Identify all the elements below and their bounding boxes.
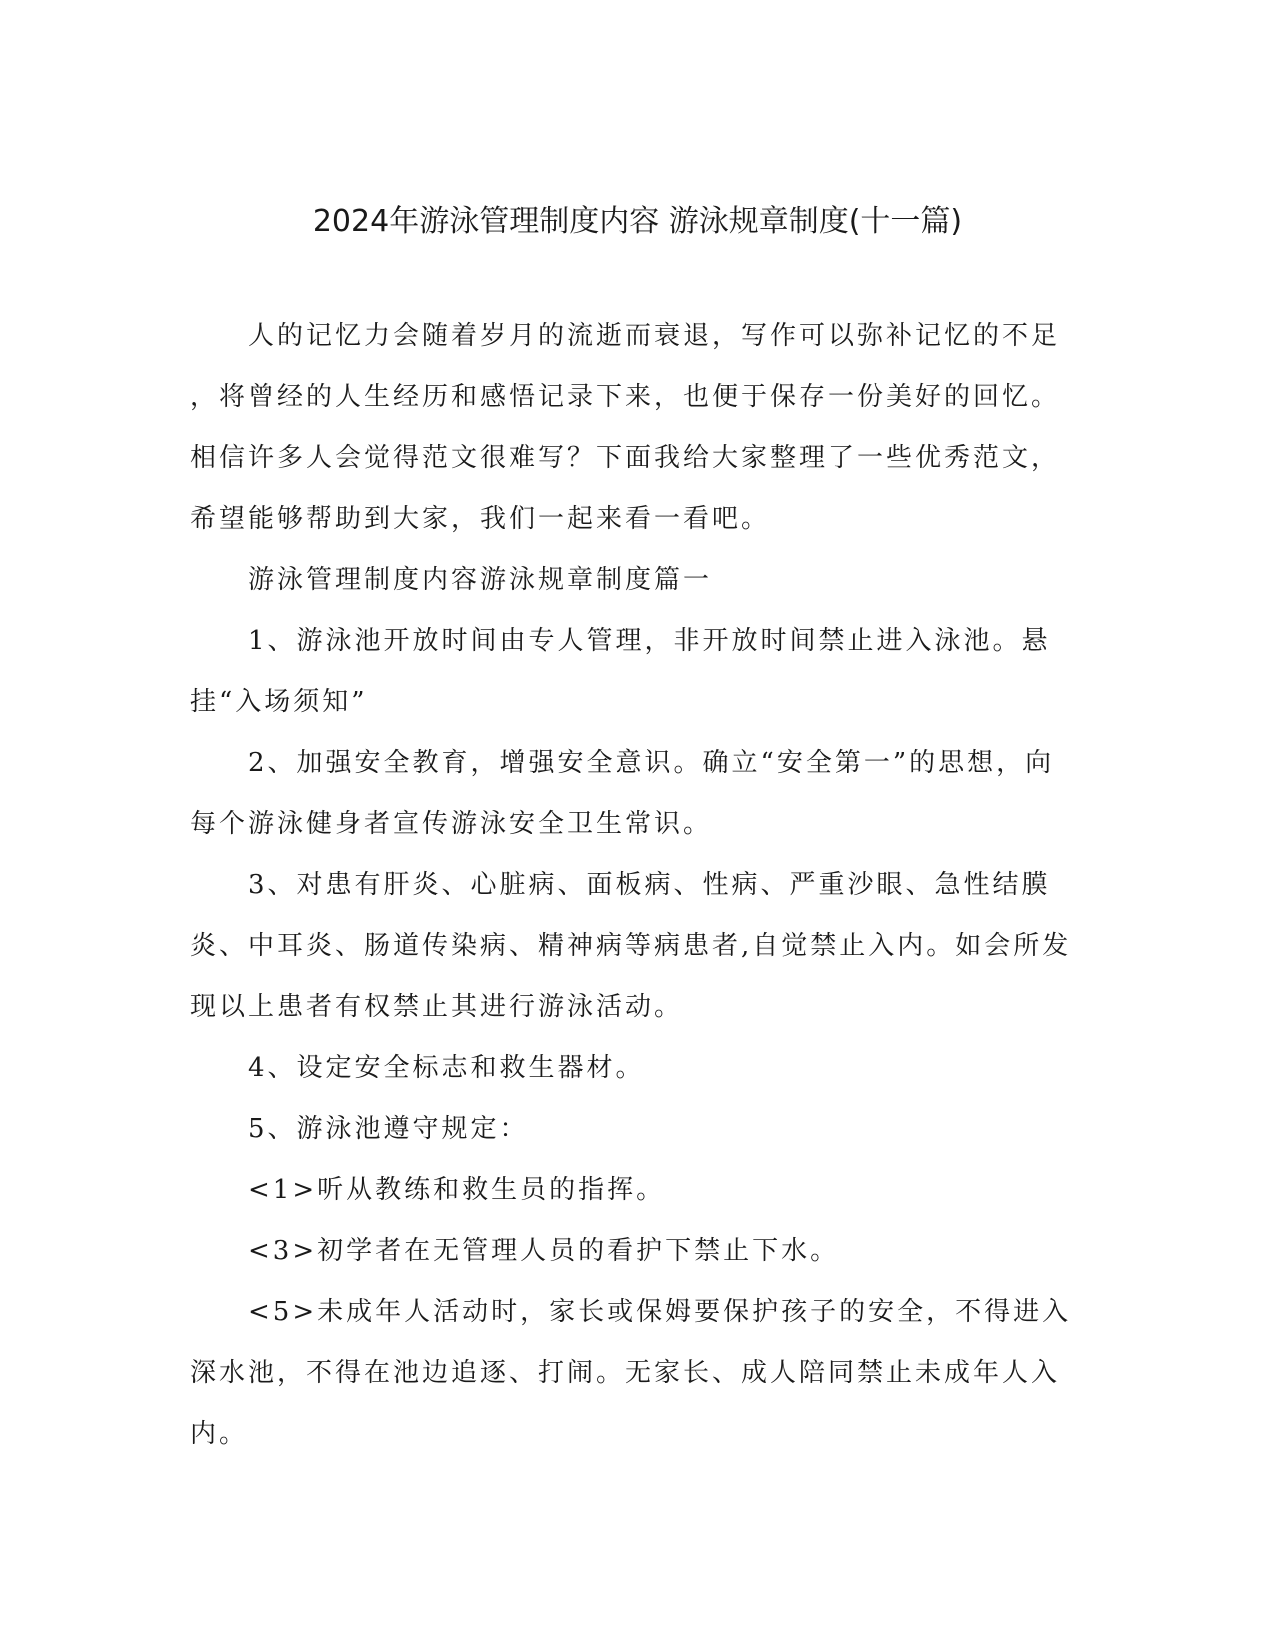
document-title: 2024年游泳管理制度内容 游泳规章制度(十一篇) [312, 204, 963, 239]
text-line: <5>未成年人活动时，家长或保姆要保护孩子的安全，不得进入 [190, 1297, 1072, 1327]
text-line: 5、游泳池遵守规定： [190, 1114, 529, 1144]
text-line: 人的记忆力会随着岁月的流逝而衰退，写作可以弥补记忆的不足 [190, 321, 1061, 351]
text-line: 3、对患有肝炎、心脏病、面板病、性病、严重沙眼、急性结膜 [190, 870, 1051, 900]
text-line: 2、加强安全教育，增强安全意识。确立“安全第一”的思想，向 [190, 748, 1055, 778]
text-line: 现以上患者有权禁止其进行游泳活动。 [190, 992, 684, 1022]
text-line: <3>初学者在无管理人员的看护下禁止下水。 [190, 1236, 840, 1266]
text-line: 希望能够帮助到大家，我们一起来看一看吧。 [190, 504, 771, 534]
text-line: 4、设定安全标志和救生器材。 [190, 1053, 645, 1083]
text-line: 1、游泳池开放时间由专人管理，非开放时间禁止进入泳池。悬 [190, 626, 1051, 656]
section-heading: 游泳管理制度内容游泳规章制度篇一 [190, 565, 713, 595]
text-line: 深水池，不得在池边追逐、打闹。无家长、成人陪同禁止未成年人入 [190, 1358, 1061, 1388]
text-line: 相信许多人会觉得范文很难写？下面我给大家整理了一些优秀范文， [190, 443, 1061, 473]
document-body [190, 306, 1080, 1465]
text-line: <1>听从教练和救生员的指挥。 [190, 1175, 666, 1205]
text-line: 内。 [190, 1419, 249, 1449]
text-line: ，将曾经的人生经历和感悟记录下来，也便于保存一份美好的回忆。 [190, 382, 1061, 412]
text-line: 炎、中耳炎、肠道传染病、精神病等病患者,自觉禁止入内。如会所发 [190, 931, 1072, 961]
text-line: 挂“入场须知” [190, 687, 368, 717]
text-line: 每个游泳健身者宣传游泳安全卫生常识。 [190, 809, 713, 839]
